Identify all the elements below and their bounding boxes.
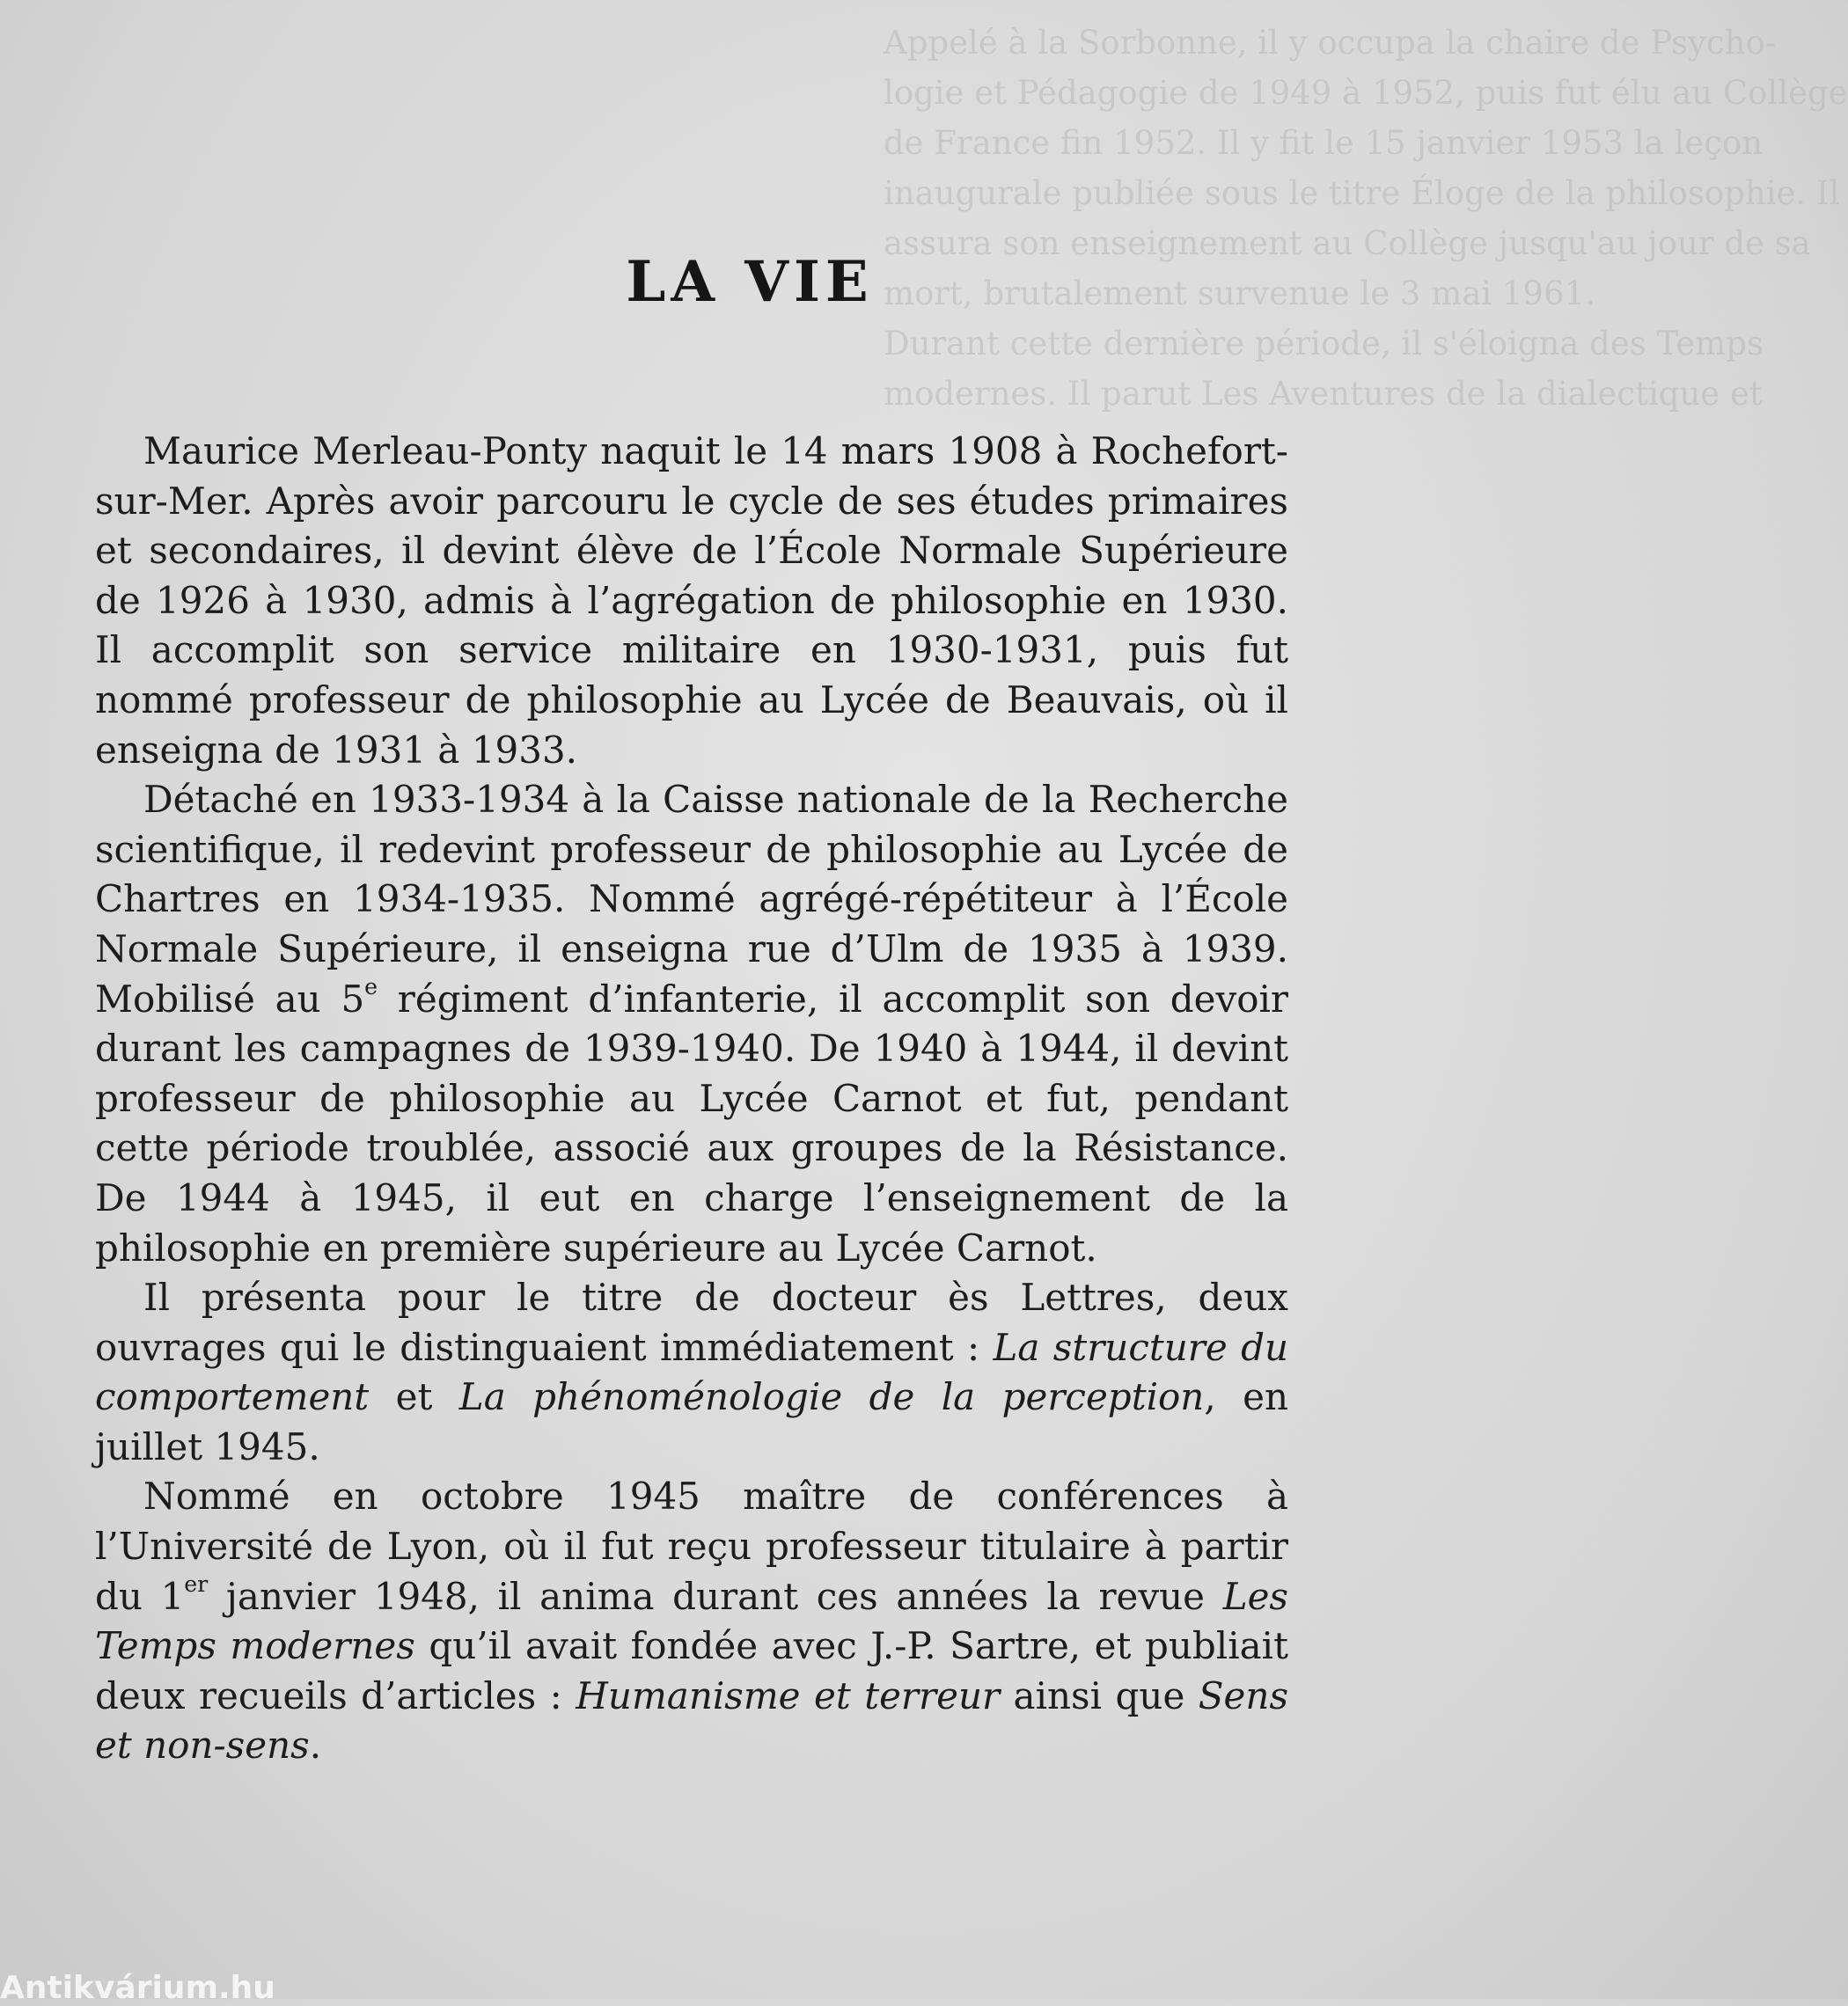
text-run: Détaché en 1933-1934 à la Caisse nationale de la Recherche scientifique, il redevint professeur de philosophie au Lycée de Chartres en 1934-1935. Nommé agrégé-répétiteur à l’École Normale Supérieure, il enseigna rue d’Ulm de 1935 à 1939. Mobilisé au 5: [95, 778, 1288, 1021]
bleed-line: Durant cette dernière période, il s'éloigna des Temps: [884, 325, 1764, 362]
watermark: Antikvárium.hu: [0, 1970, 275, 2006]
text-run: qu’il avait fondée avec J.-P. Sartre, et publiait deux recueils d’articles :: [95, 1624, 1288, 1717]
body-text: [95, 427, 1288, 1771]
text-run: ainsi que: [1000, 1673, 1199, 1717]
text-run: Il présenta pour le titre de docteur ès Lettres, deux ouvrages qui le distinguaient immédiatement :: [95, 1276, 1288, 1369]
paragraph: [95, 1273, 1288, 1472]
paragraph: [95, 1472, 1288, 1771]
superscript: e: [364, 973, 378, 999]
text-run: régiment d’infanterie, il accomplit son devoir durant les campagnes de 1939-1940. De 1940 à 1944, il devint professeur de philosophie au Lycée Carnot et fut, pendant cette période troublée, associé aux groupes de la Résistance. De 1944 à 1945, il eut en charge l’enseignement de la philosophie en première supérieure au Lycée Carnot.: [95, 977, 1288, 1270]
page-title: LA VIE: [626, 249, 874, 315]
text-run: Nommé en octobre 1945 maître de conférences à l’Université de Lyon, où il fut reçu professeur titulaire à partir du 1: [95, 1475, 1288, 1618]
text-run: Maurice Merleau-Ponty naquit le 14 mars 1908 à Rochefort-sur-Mer. Après avoir parcouru le cycle de ses études primaires et secondaires, il devint élève de l’École Normale Supérieure de 1926 à 1930, admis à l’agrégation de philosophie en 1930. Il accomplit son service militaire en 1930-1931, puis fut nommé professeur de philosophie au Lycée de Beauvais, où il enseigna de 1931 à 1933.: [95, 429, 1288, 772]
bleed-line: inaugurale publiée sous le titre Éloge de la philosophie. Il: [884, 174, 1840, 212]
italic-title: La structure du comportement: [95, 1325, 1289, 1419]
bleed-line: mort, brutalement survenue le 3 mai 1961.: [884, 275, 1595, 312]
bleed-line: logie et Pédagogie de 1949 à 1952, puis fut élu au Collège: [884, 74, 1848, 112]
bleed-line: modernes. Il parut Les Aventures de la dialectique et: [884, 375, 1763, 413]
italic-title: Humanisme et terreur: [576, 1673, 1001, 1717]
bleed-line: assura son enseignement au Collège jusqu'au jour de sa: [884, 224, 1811, 262]
italic-title: Sens et non-sens: [95, 1673, 1288, 1768]
text-run: janvier 1948, il anima durant ces années la revue: [208, 1574, 1223, 1618]
paragraph: [95, 427, 1288, 775]
bleed-line: Appelé à la Sorbonne, il y occupa la chaire de Psycho-: [884, 24, 1777, 62]
bleed-line: de France fin 1952. Il y fit le 15 janvier 1953 la leçon: [884, 124, 1764, 162]
text-run: et: [369, 1375, 459, 1419]
text-run: .: [309, 1724, 322, 1768]
text-run: , en juillet 1945.: [95, 1375, 1289, 1468]
italic-title: Les Temps modernes: [95, 1574, 1288, 1668]
italic-title: La phénoménologie de la perception: [458, 1375, 1205, 1419]
superscript: er: [184, 1570, 209, 1597]
paragraph: [95, 775, 1288, 1273]
